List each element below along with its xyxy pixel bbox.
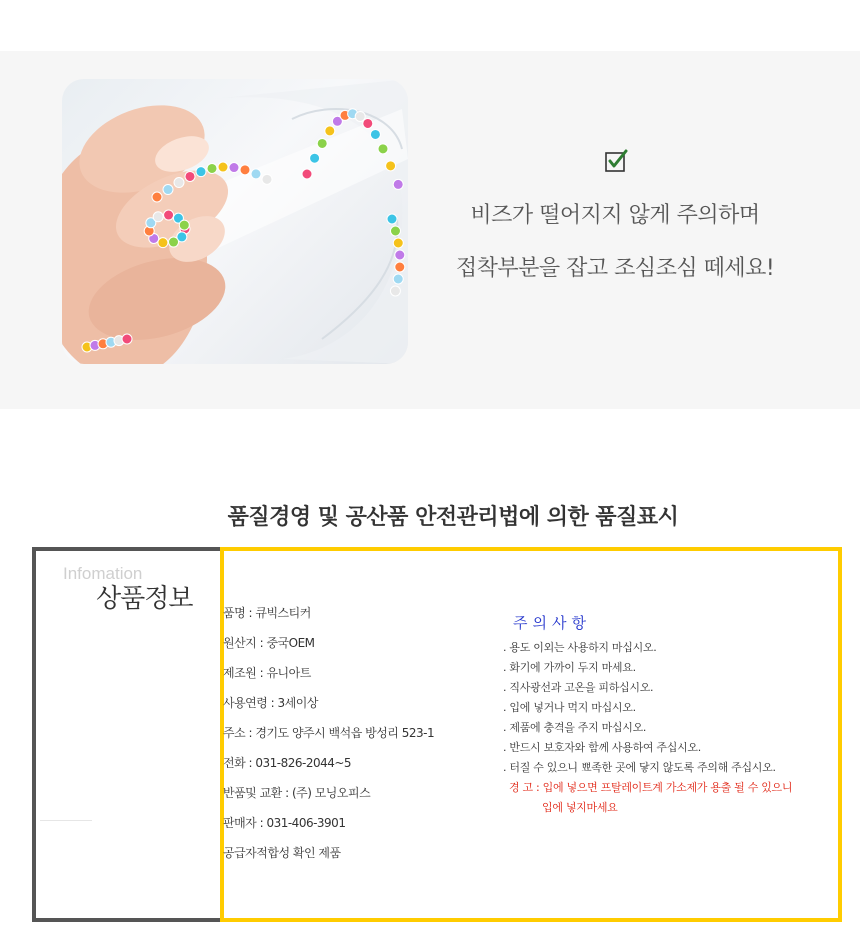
bead [262, 174, 272, 184]
notice-item: . 용도 이외는 사용하지 마십시오. [503, 641, 657, 654]
spec-phone: 전화 : 031-826-2044~5 [223, 756, 352, 770]
bead [390, 286, 400, 296]
bead [122, 334, 132, 344]
product-photo [62, 79, 408, 364]
bead [174, 178, 184, 188]
notice-title: 주의사항 [513, 614, 591, 632]
bead [390, 226, 400, 236]
bead [185, 171, 195, 181]
spec-address: 주소 : 경기도 양주시 백석읍 방성리 523-1 [223, 726, 435, 740]
notice-item: . 터질 수 있으니 뾰족한 곳에 닿지 않도록 주의해 주십시오. [503, 761, 776, 774]
bead [395, 262, 405, 272]
notice-item: . 제품에 충격을 주지 마십시오. [503, 721, 647, 734]
bead [163, 185, 173, 195]
spec-manufacturer: 제조원 : 유니아트 [223, 666, 311, 680]
bead [218, 162, 228, 172]
checkbox-icon [604, 149, 628, 173]
bead [302, 169, 312, 179]
divider [40, 820, 92, 821]
bead [196, 167, 206, 177]
bead [393, 179, 403, 189]
spec-seller: 판매자 : 031-406-3901 [223, 816, 346, 830]
bead [158, 238, 168, 248]
section-title: 품질경영 및 공산품 안전관리법에 의한 품질표시 [227, 505, 679, 530]
spec-certification: 공급자적합성 확인 제품 [223, 846, 341, 860]
notice-item: . 직사광선과 고온을 피하십시오. [503, 681, 654, 694]
spec-age: 사용연령 : 3세이상 [223, 696, 318, 710]
photo-illustration [62, 79, 408, 364]
bead [386, 161, 396, 171]
bead [179, 220, 189, 230]
bead [152, 192, 162, 202]
bead [251, 169, 261, 179]
spec-origin: 원산지 : 중국OEM [223, 636, 315, 650]
bead [387, 214, 397, 224]
info-label-ko: 상품정보 [96, 584, 193, 614]
bead [325, 126, 335, 136]
bead [363, 118, 373, 128]
notice-item: . 화기에 가까이 두지 마세요. [503, 661, 636, 674]
bead [317, 138, 327, 148]
bead [169, 237, 179, 247]
bead [240, 165, 250, 175]
bead [207, 163, 217, 173]
notice-item: . 입에 넣거나 먹지 마십시오. [503, 701, 636, 714]
bead [378, 144, 388, 154]
bead [153, 212, 163, 222]
bead [395, 250, 405, 260]
bead [370, 129, 380, 139]
bead [310, 153, 320, 163]
warning-line-2: 입에 넣지마세요 [542, 801, 618, 814]
spec-product-name: 품명 : 큐빅스티커 [223, 606, 311, 620]
warning-line-1: 경 고 : 입에 넣으면 프탈레이트계 가소제가 용출 될 수 있으니 [509, 781, 793, 794]
bead [164, 210, 174, 220]
tip-line-1: 비즈가 떨어지지 않게 주의하며 [470, 203, 760, 228]
info-label-en: Infomation [63, 564, 143, 583]
bead [229, 163, 239, 173]
bead [393, 238, 403, 248]
bead [393, 274, 403, 284]
tip-line-2: 접착부분을 잡고 조심조심 떼세요! [455, 256, 775, 281]
spec-returns: 반품및 교환 : (주) 모닝오피스 [223, 786, 371, 800]
notice-item: . 반드시 보호자와 함께 사용하여 주십시오. [503, 741, 701, 754]
